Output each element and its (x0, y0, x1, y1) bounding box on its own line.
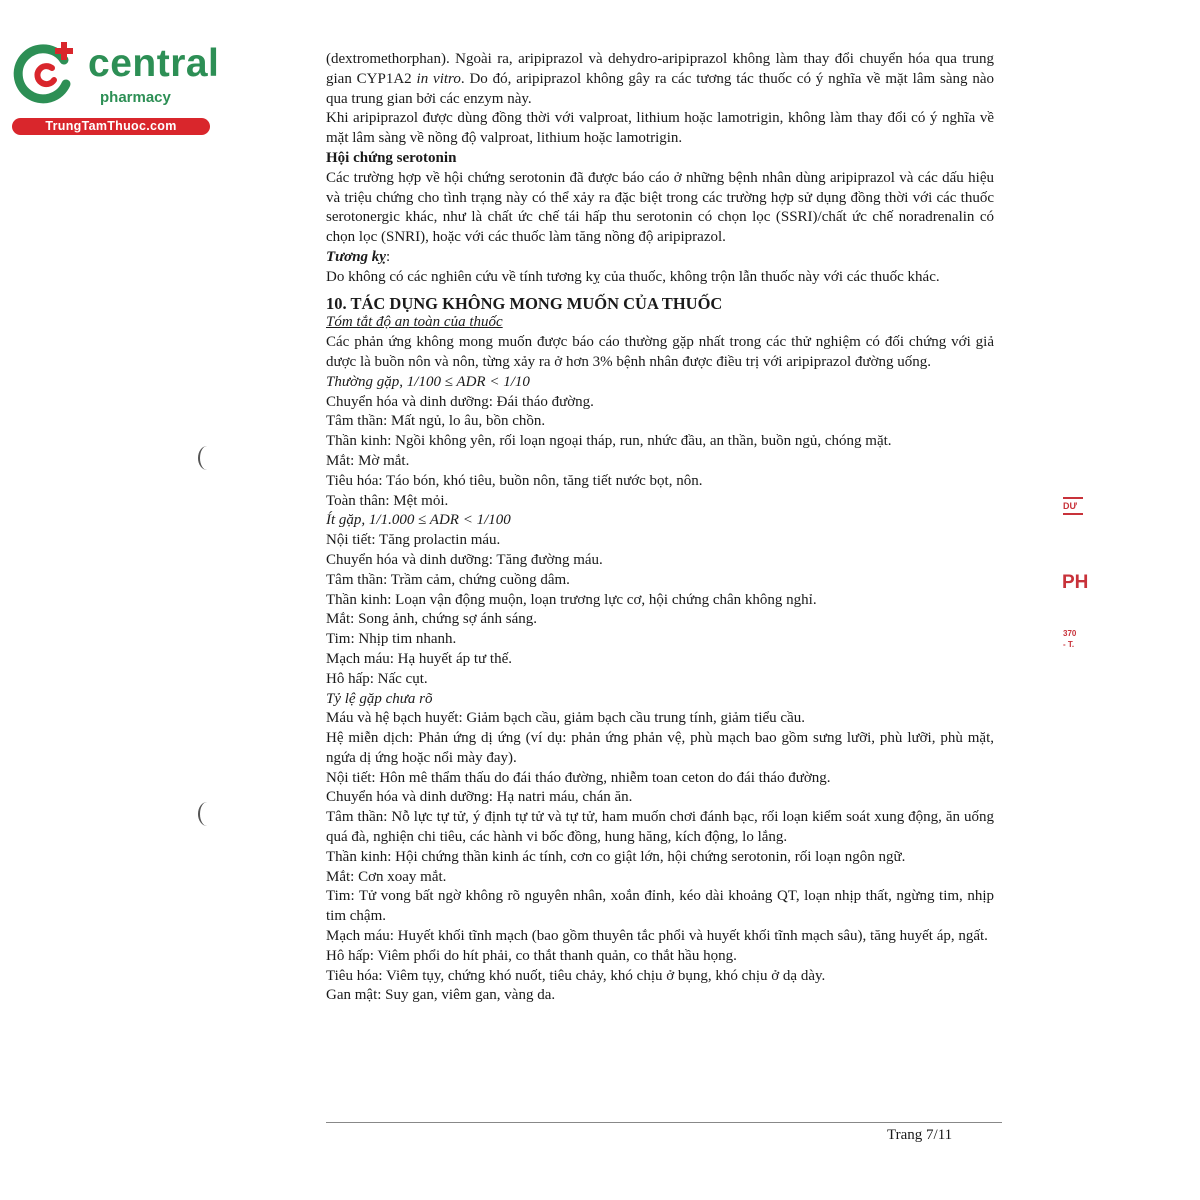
list-item: Tâm thần: Nỗ lực tự tử, ý định tự tử và tự tử, ham muốn chơi đánh bạc, rối loạn kiểm soát xung động, ăn uống quá đà, nghiện chi tiêu, các hành vi bốc đồng, hung hăng, kích động, lo lắng. (326, 809, 994, 846)
list-item: Toàn thân: Mệt mỏi. (326, 492, 449, 509)
section-heading-tuong-ky: Tương kỵ: (326, 248, 391, 265)
list-item: Tim: Tử vong bất ngờ không rõ nguyên nhân, xoắn đỉnh, kéo dài khoảng QT, loạn nhịp thất, ngừng tim, nhịp tim chậm. (326, 888, 994, 925)
list-item: Nội tiết: Tăng prolactin máu. (326, 532, 501, 549)
section-heading-serotonin: Hội chứng serotonin (326, 149, 457, 166)
list-item: Chuyển hóa và dinh dưỡng: Đái tháo đường. (326, 393, 594, 410)
logo-url: TrungTamThuoc.com (12, 118, 210, 135)
list-item: Hô hấp: Nấc cụt. (326, 670, 428, 687)
paragraph: Do không có các nghiên cứu về tính tương kỵ của thuốc, không trộn lẫn thuốc này với các thuốc khác. (326, 268, 940, 285)
list-item: Tim: Nhịp tim nhanh. (326, 631, 457, 648)
paragraph: Khi aripiprazol được dùng đồng thời với valproat, lithium hoặc lamotrigin, không làm thay đổi có ý nghĩa về mặt lâm sàng về nồng độ valproat, lithium hoặc lamotrigin. (326, 110, 994, 147)
list-item: Tiêu hóa: Viêm tụy, chứng khó nuốt, tiêu chảy, khó chịu ở bụng, khó chịu ở dạ dày. (326, 967, 826, 984)
paragraph: Các trường hợp về hội chứng serotonin đã được báo cáo ở những bệnh nhân dùng aripiprazol và các dấu hiệu và triệu chứng cho tình trạng này có thể xảy ra đặc biệt trong các trường hợp sử dụng đồng thời với các thuốc serotonergic khác, như là chất ức chế tái hấp thu serotonin có chọn lọc (SSRI)/chất ức chế noradrenalin có chọn lọc (SNRI), hoặc với các thuốc làm tăng nồng độ aripiprazol. (326, 169, 994, 246)
logo-name: central (88, 42, 220, 85)
central-pharmacy-logo-icon (10, 38, 80, 108)
paragraph: (dextromethorphan). Ngoài ra, aripiprazol và dehydro-aripiprazol không làm thay đổi chuyển hóa qua trung gian CYP1A2 in vitro. Do đó, aripiprazol không gây ra các tương tác thuốc có ý nghĩa về mặt lâm sàng nào qua trung gian bởi các enzym này. (326, 51, 994, 107)
list-item: Nội tiết: Hôn mê thẩm thấu do đái tháo đường, nhiễm toan ceton do đái tháo đường. (326, 769, 831, 786)
stamp-fragment: PH (1062, 572, 1089, 593)
list-item: Mắt: Cơn xoay mắt. (326, 868, 447, 885)
section-heading-10: 10. TÁC DỤNG KHÔNG MONG MUỐN CỦA THUỐC (326, 293, 723, 313)
list-item: Tâm thần: Mất ngủ, lo âu, bồn chồn. (326, 413, 546, 430)
list-item: Mạch máu: Huyết khối tĩnh mạch (bao gồm thuyên tắc phổi và huyết khối tĩnh mạch sâu), tăng huyết áp, ngất. (326, 928, 988, 945)
document-body (326, 50, 994, 1006)
list-item: Tâm thần: Trầm cảm, chứng cuồng dâm. (326, 571, 570, 588)
list-item: Mắt: Mờ mắt. (326, 452, 410, 469)
page-number: Trang 7/11 (887, 1127, 953, 1143)
subheading-unknown: Tỷ lệ gặp chưa rõ (326, 690, 433, 707)
footer-divider (326, 1122, 1002, 1123)
subheading-common: Thường gặp, 1/100 ≤ ADR < 1/10 (326, 373, 530, 390)
hole-punch-mark (198, 802, 216, 826)
list-item: Chuyển hóa và dinh dưỡng: Tăng đường máu. (326, 551, 603, 568)
subheading-uncommon: Ít gặp, 1/1.000 ≤ ADR < 1/100 (326, 512, 511, 529)
list-item: Hệ miễn dịch: Phản ứng dị ứng (ví dụ: phản ứng phản vệ, phù mạch bao gồm sưng lưỡi, phù lưỡi, phù mặt, ngứa dị ứng hoặc nổi mày đay). (326, 730, 994, 766)
list-item: Gan mật: Suy gan, viêm gan, vàng da. (326, 987, 556, 1004)
list-item: Mắt: Song ảnh, chứng sợ ánh sáng. (326, 611, 538, 628)
logo-subtitle: pharmacy (100, 89, 171, 106)
stamp-fragment: DƯ (1063, 497, 1083, 515)
paragraph: Các phản ứng không mong muốn được báo cáo thường gặp nhất trong các thử nghiệm có đối chứng với giả dược là buồn nôn và nôn, từng xảy ra ở hơn 3% bệnh nhân được điều trị với aripiprazol đường uống. (326, 334, 994, 370)
list-item: Thần kinh: Hội chứng thần kinh ác tính, cơn co giật lớn, hội chứng serotonin, rối loạn ngôn ngữ. (326, 848, 906, 865)
stamp-fragment: 370 - T. (1063, 629, 1077, 649)
pharmacy-logo (10, 38, 220, 138)
subheading-summary: Tóm tắt độ an toàn của thuốc (326, 314, 503, 331)
list-item: Máu và hệ bạch huyết: Giảm bạch cầu, giảm bạch cầu trung tính, giảm tiểu cầu. (326, 710, 805, 727)
list-item: Thần kinh: Loạn vận động muộn, loạn trương lực cơ, hội chứng chân không nghỉ. (326, 591, 817, 608)
hole-punch-mark (198, 446, 216, 470)
list-item: Hô hấp: Viêm phổi do hít phải, co thắt thanh quản, co thắt hầu họng. (326, 947, 737, 964)
list-item: Tiêu hóa: Táo bón, khó tiêu, buồn nôn, tăng tiết nước bọt, nôn. (326, 472, 703, 489)
list-item: Thần kinh: Ngồi không yên, rối loạn ngoại tháp, run, nhức đầu, an thần, buồn ngủ, chóng mặt. (326, 433, 892, 450)
list-item: Chuyển hóa và dinh dưỡng: Hạ natri máu, chán ăn. (326, 789, 633, 806)
list-item: Mạch máu: Hạ huyết áp tư thế. (326, 650, 512, 667)
